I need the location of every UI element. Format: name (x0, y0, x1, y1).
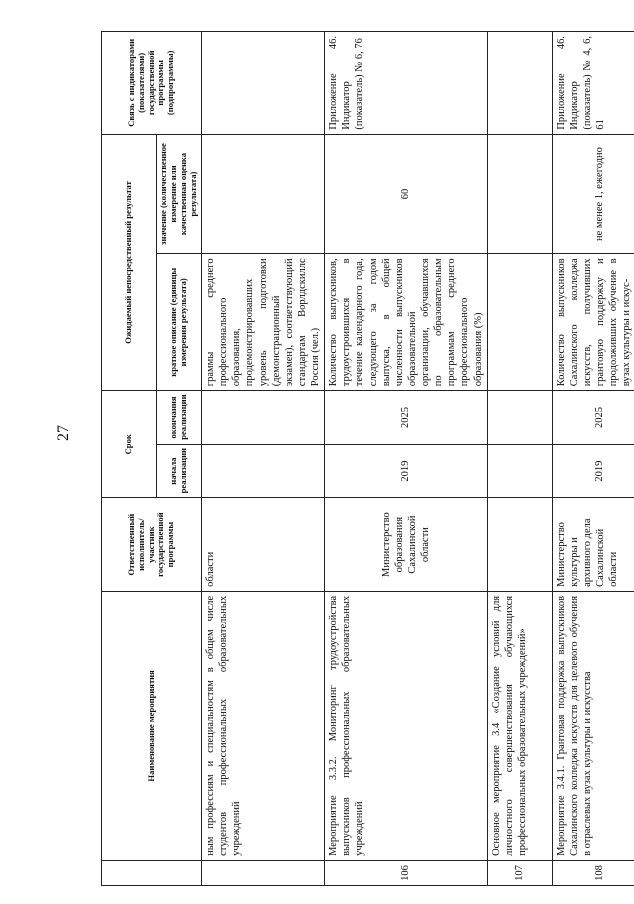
row-number: 108 (552, 860, 634, 885)
row-start: 2019 (552, 444, 634, 498)
row-name: ным профессиям и специальностям в общем числе студентов профессиональных образовательных учреждений (202, 591, 325, 860)
row-end: 2025 (552, 391, 634, 445)
header-link: Связь с индикаторами (показателями) государственной программы (подпрограммы) (102, 32, 202, 135)
row-name: Мероприятие 3.4.1. Грантовая поддержка выпускников Сахалинского колледжа искусств для целевого обучения в отраслевых вузах культуры и искусства (552, 591, 634, 860)
header-brief: краткое описание (единицы измерения результата) (157, 254, 202, 391)
row-brief: Количество выпускников, трудоустроившихся в течение календарного года, следующего за годом выпуска, в общей численности выпускников образовательной организации, обучавшихся по образовательным программам среднего профессионального образования (%) (325, 254, 488, 391)
row-name: Основное мероприятие 3.4 «Создание условий для личностного совершенствования обучающихся профессиональных образовательных учреждений» (487, 591, 552, 860)
row-link (487, 32, 552, 135)
table-row (487, 32, 552, 886)
header-value: значение (количественное измерение или качественная оценка результата) (157, 134, 202, 254)
row-link: Приложение 46. Индикатор (показатель) № 6, 76 (325, 32, 488, 135)
row-number: 107 (487, 860, 552, 885)
header-responsible: Ответственный исполнитель/участник государственной программы (102, 498, 202, 591)
row-responsible: области (202, 498, 325, 591)
row-name: Мероприятие 3.3.2. Мониторинг трудоустройства выпускников профессиональных образовательных учреждений (325, 591, 488, 860)
row-link: Приложение 46. Индикатор (показатель) № 4, 6, 61 (552, 32, 634, 135)
row-brief (487, 254, 552, 391)
row-link (202, 32, 325, 135)
table-row (202, 32, 325, 886)
header-expected: Ожидаемый непосредственный результат (102, 134, 157, 391)
rotated-table-wrapper (101, 31, 633, 886)
row-end (202, 391, 325, 445)
table-row (552, 32, 634, 886)
page-number: 27 (55, 425, 72, 441)
measures-table (101, 31, 634, 886)
row-responsible: Министерство культуры и архивного дела Сахалинской области (552, 498, 634, 591)
row-number: 106 (325, 860, 488, 885)
row-number (202, 860, 325, 885)
row-responsible (487, 498, 552, 591)
header-name: Наименование мероприятия (102, 591, 202, 860)
row-value (202, 134, 325, 254)
row-end (487, 391, 552, 445)
row-end: 2025 (325, 391, 488, 445)
row-brief: Количество выпускников Сахалинского колледжа искусств, получивших грантовую поддержку и продолживших обучение в вузах культуры и искус- (552, 254, 634, 391)
table-row (325, 32, 488, 886)
row-value (487, 134, 552, 254)
header-start: начала реализации (157, 444, 202, 498)
row-start: 2019 (325, 444, 488, 498)
header-term: Срок (102, 391, 157, 498)
row-brief: граммы среднего профессионального образования, продемонстрировавших уровень подготовки (демонстрационный экзамен), соответствующий стандартам Ворлдскиллс Россия (чел.) (202, 254, 325, 391)
row-value: 60 (325, 134, 488, 254)
row-value: не менее 1, ежегодно (552, 134, 634, 254)
header-num (102, 860, 202, 885)
row-start (487, 444, 552, 498)
row-start (202, 444, 325, 498)
row-responsible: Министерство образования Сахалинской области (325, 498, 488, 591)
header-end: окончания реализации (157, 391, 202, 445)
